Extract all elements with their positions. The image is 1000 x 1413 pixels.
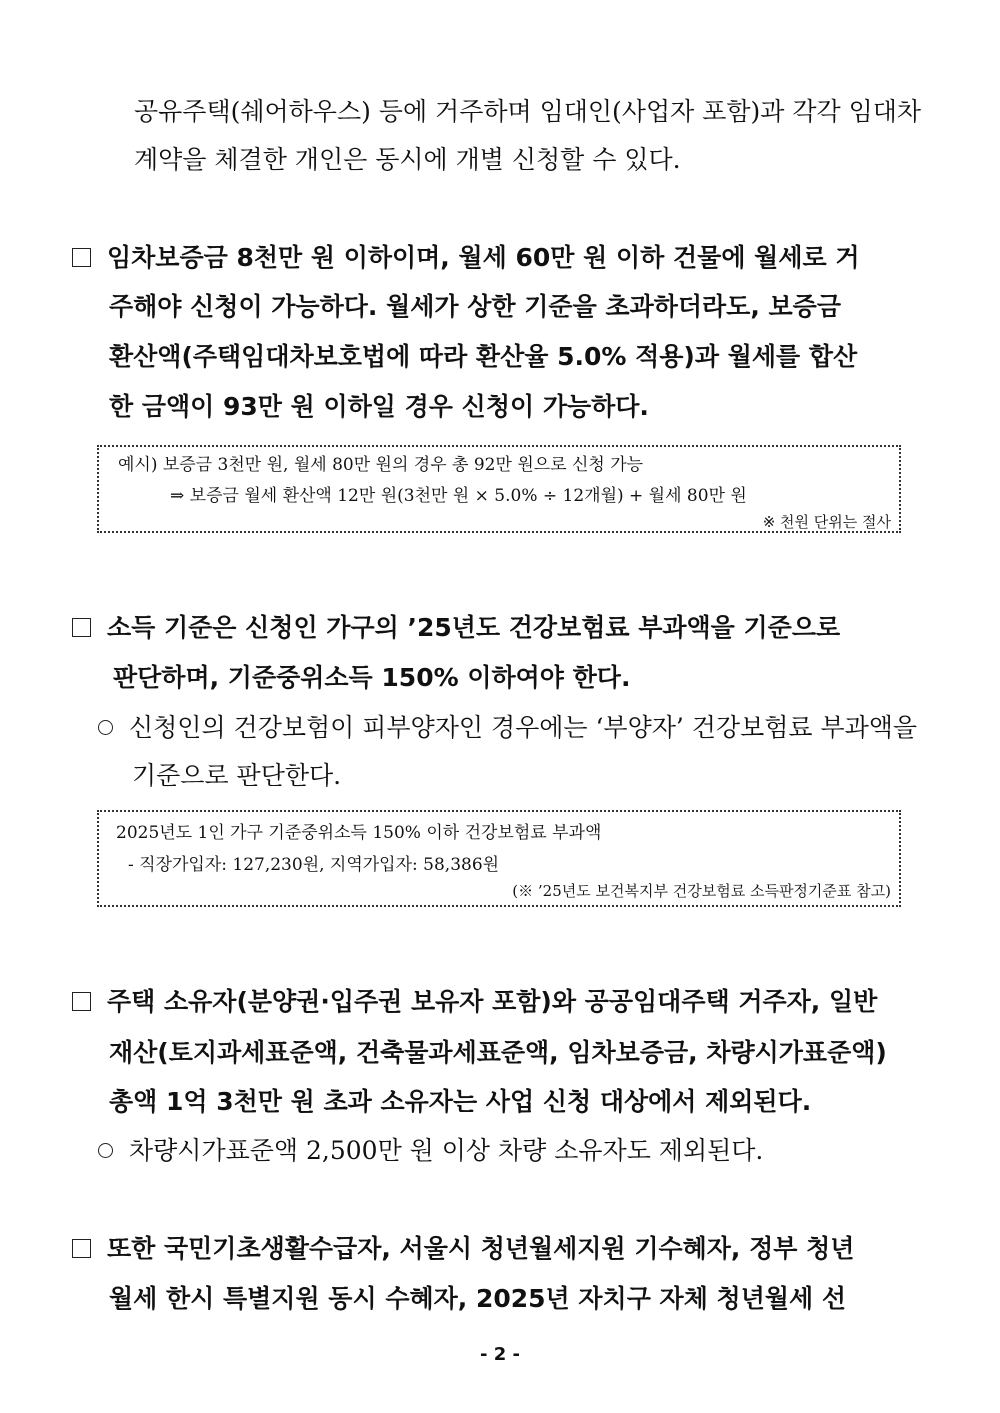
section4-line-2: 월세 한시 특별지원 동시 수혜자, 2025년 자치구 자체 청년월세 선 <box>109 1284 847 1313</box>
section2-line-2: 판단하며, 기준중위소득 150% 이하여야 한다. <box>113 663 631 692</box>
example-note: ※ 천원 단위는 절사 <box>762 513 891 531</box>
section4-line-1 <box>72 1229 854 1265</box>
intro-line-2: 계약을 체결한 개인은 동시에 개별 신청할 수 있다. <box>134 145 681 174</box>
square-bullet-icon <box>72 248 91 267</box>
section3-text-1: 주택 소유자(분양권·입주권 보유자 포함)와 공공임대주택 거주자, 일반 <box>107 987 878 1016</box>
section3-line-3: 총액 1억 3천만 원 초과 소유자는 사업 신청 대상에서 제외된다. <box>109 1087 812 1116</box>
section1-text-1: 임차보증금 8천만 원 이하이며, 월세 60만 원 이하 건물에 월세로 거 <box>107 243 860 272</box>
section3-line-2: 재산(토지과세표준액, 건축물과세표준액, 임차보증금, 차량시가표준액) <box>109 1038 887 1067</box>
section2-line-1 <box>72 608 840 644</box>
income-box-line-2: - 직장가입자: 127,230원, 지역가입자: 58,386원 <box>128 855 500 875</box>
income-box-line-1: 2025년도 1인 가구 기준중위소득 150% 이하 건강보험료 부과액 <box>116 823 602 843</box>
section4-text-1: 또한 국민기초생활수급자, 서울시 청년월세지원 기수혜자, 정부 청년 <box>107 1234 855 1263</box>
section1-line-4: 한 금액이 93만 원 이하일 경우 신청이 가능하다. <box>109 392 649 421</box>
income-box-note: (※ ’25년도 보건복지부 건강보험료 소득판정기준표 참고) <box>512 882 891 900</box>
example-box <box>97 445 901 533</box>
example-line-1: 예시) 보증금 3천만 원, 월세 80만 원의 경우 총 92만 원으로 신청 가능 <box>118 455 644 475</box>
section2-text-1: 소득 기준은 신청인 가구의 ’25년도 건강보험료 부과액을 기준으로 <box>107 613 841 642</box>
section3-sub-line-1 <box>98 1131 763 1167</box>
example-line-2: ⇒ 보증금 월세 환산액 12만 원(3천만 원 × 5.0% ÷ 12개월) + 월세 80만 원 <box>170 486 747 506</box>
section2-sub-line-1 <box>98 708 917 744</box>
section1-line-1 <box>72 238 859 274</box>
square-bullet-icon <box>72 992 91 1011</box>
square-bullet-icon <box>72 618 91 637</box>
income-criteria-box <box>97 810 901 907</box>
section3-sub-text-1: 차량시가표준액 2,500만 원 이상 차량 소유자도 제외된다. <box>129 1136 764 1165</box>
intro-line-1: 공유주택(쉐어하우스) 등에 거주하며 임대인(사업자 포함)과 각각 임대차 <box>134 97 922 126</box>
section1-line-2: 주해야 신청이 가능하다. 월세가 상한 기준을 초과하더라도, 보증금 <box>109 292 841 321</box>
page-number: - 2 - <box>480 1344 520 1365</box>
circle-bullet-icon <box>98 720 113 735</box>
section2-sub-text-1: 신청인의 건강보험이 피부양자인 경우에는 ‘부양자’ 건강보험료 부과액을 <box>129 713 918 742</box>
section2-sub-line-2: 기준으로 판단한다. <box>132 761 342 790</box>
section1-line-3: 환산액(주택임대차보호법에 따라 환산율 5.0% 적용)과 월세를 합산 <box>109 342 858 371</box>
square-bullet-icon <box>72 1239 91 1258</box>
circle-bullet-icon <box>98 1143 113 1158</box>
section3-line-1 <box>72 982 877 1018</box>
